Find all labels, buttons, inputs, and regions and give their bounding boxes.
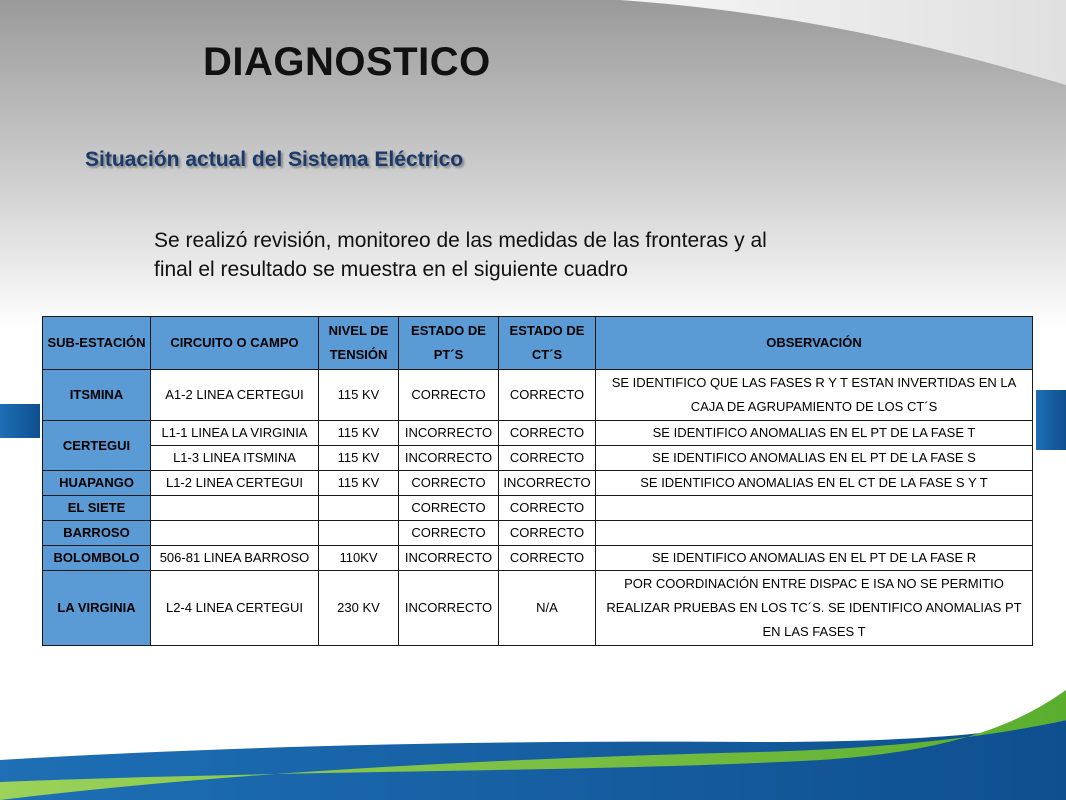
cell-nivel: 110KV — [319, 546, 399, 571]
cell-estado-ct: CORRECTO — [499, 370, 596, 421]
cell-estado-ct: CORRECTO — [499, 446, 596, 471]
cell-circuito: L2-4 LINEA CERTEGUI — [151, 571, 319, 646]
cell-estado-ct: N/A — [499, 571, 596, 646]
header-observacion: OBSERVACIÓN — [596, 317, 1033, 370]
table-row — [43, 421, 1033, 446]
cell-subestacion: LA VIRGINIA — [43, 571, 151, 646]
cell-circuito — [151, 496, 319, 521]
header-pt-line2: PT´S — [433, 347, 464, 362]
cell-estado-pt: INCORRECTO — [399, 446, 499, 471]
body-line-2: final el resultado se muestra en el siguiente cuadro — [154, 258, 628, 281]
cell-nivel: 115 KV — [319, 446, 399, 471]
header-pt-line1: ESTADO DE — [411, 323, 486, 338]
cell-nivel: 115 KV — [319, 370, 399, 421]
body-paragraph — [154, 226, 954, 284]
cell-estado-pt: CORRECTO — [399, 471, 499, 496]
cell-subestacion: EL SIETE — [43, 496, 151, 521]
cell-subestacion: CERTEGUI — [43, 421, 151, 471]
header-ct-line2: CT´S — [531, 347, 563, 362]
table-row — [43, 471, 1033, 496]
table-row — [43, 571, 1033, 646]
diagnostic-table — [42, 316, 1033, 646]
cell-subestacion: HUAPANGO — [43, 471, 151, 496]
cell-estado-ct: CORRECTO — [499, 496, 596, 521]
body-line-1: Se realizó revisión, monitoreo de las medidas de las fronteras y al — [154, 229, 767, 252]
cell-observacion: SE IDENTIFICO ANOMALIAS EN EL PT DE LA FASE R — [596, 546, 1033, 571]
cell-nivel — [319, 521, 399, 546]
slide-title: DIAGNOSTICO — [203, 40, 491, 84]
cell-observacion: SE IDENTIFICO ANOMALIAS EN EL CT DE LA FASE S Y T — [596, 471, 1033, 496]
header-nivel-line1: NIVEL DE — [328, 323, 389, 338]
table-header-row — [43, 317, 1033, 370]
cell-estado-pt: CORRECTO — [399, 370, 499, 421]
table-row — [43, 521, 1033, 546]
cell-observacion: SE IDENTIFICO ANOMALIAS EN EL PT DE LA FASE T — [596, 421, 1033, 446]
cell-estado-ct: INCORRECTO — [499, 471, 596, 496]
cell-estado-ct: CORRECTO — [499, 421, 596, 446]
blue-left-tab — [0, 404, 40, 438]
cell-circuito: L1-3 LINEA ITSMINA — [151, 446, 319, 471]
cell-circuito: L1-2 LINEA CERTEGUI — [151, 471, 319, 496]
header-ct-line1: ESTADO DE — [509, 323, 585, 338]
header-estado-cts — [499, 317, 596, 370]
cell-observacion: SE IDENTIFICO ANOMALIAS EN EL PT DE LA FASE S — [596, 446, 1033, 471]
cell-circuito: L1-1 LINEA LA VIRGINIA — [151, 421, 319, 446]
header-nivel-line2: TENSIÓN — [329, 347, 388, 362]
table-row — [43, 546, 1033, 571]
table-row — [43, 446, 1033, 471]
cell-nivel: 115 KV — [319, 471, 399, 496]
header-circuito: CIRCUITO O CAMPO — [151, 317, 319, 370]
section-subtitle: Situación actual del Sistema Eléctrico — [85, 148, 464, 171]
cell-estado-ct: CORRECTO — [499, 521, 596, 546]
cell-estado-pt: INCORRECTO — [399, 546, 499, 571]
cell-subestacion: BARROSO — [43, 521, 151, 546]
table-row — [43, 370, 1033, 421]
cell-nivel — [319, 496, 399, 521]
cell-estado-ct: CORRECTO — [499, 546, 596, 571]
header-estado-pts — [399, 317, 499, 370]
cell-observacion: SE IDENTIFICO QUE LAS FASES R Y T ESTAN INVERTIDAS EN LA CAJA DE AGRUPAMIENTO DE LOS CT´S — [596, 370, 1033, 421]
blue-right-tab — [1036, 390, 1066, 450]
cell-observacion: POR COORDINACIÓN ENTRE DISPAC E ISA NO SE PERMITIO REALIZAR PRUEBAS EN LOS TC´S. SE IDENTIFICO ANOMALIAS PT EN LAS FASES T — [596, 571, 1033, 646]
cell-circuito — [151, 521, 319, 546]
cell-subestacion: BOLOMBOLO — [43, 546, 151, 571]
cell-estado-pt: INCORRECTO — [399, 571, 499, 646]
cell-observacion — [596, 521, 1033, 546]
cell-subestacion: ITSMINA — [43, 370, 151, 421]
cell-nivel: 115 KV — [319, 421, 399, 446]
cell-estado-pt: INCORRECTO — [399, 421, 499, 446]
cell-estado-pt: CORRECTO — [399, 496, 499, 521]
cell-estado-pt: CORRECTO — [399, 521, 499, 546]
cell-nivel: 230 KV — [319, 571, 399, 646]
cell-circuito: A1-2 LINEA CERTEGUI — [151, 370, 319, 421]
table-row — [43, 496, 1033, 521]
header-sub-estacion: SUB-ESTACIÓN — [43, 317, 151, 370]
cell-circuito: 506-81 LINEA BARROSO — [151, 546, 319, 571]
cell-observacion — [596, 496, 1033, 521]
header-nivel-tension — [319, 317, 399, 370]
